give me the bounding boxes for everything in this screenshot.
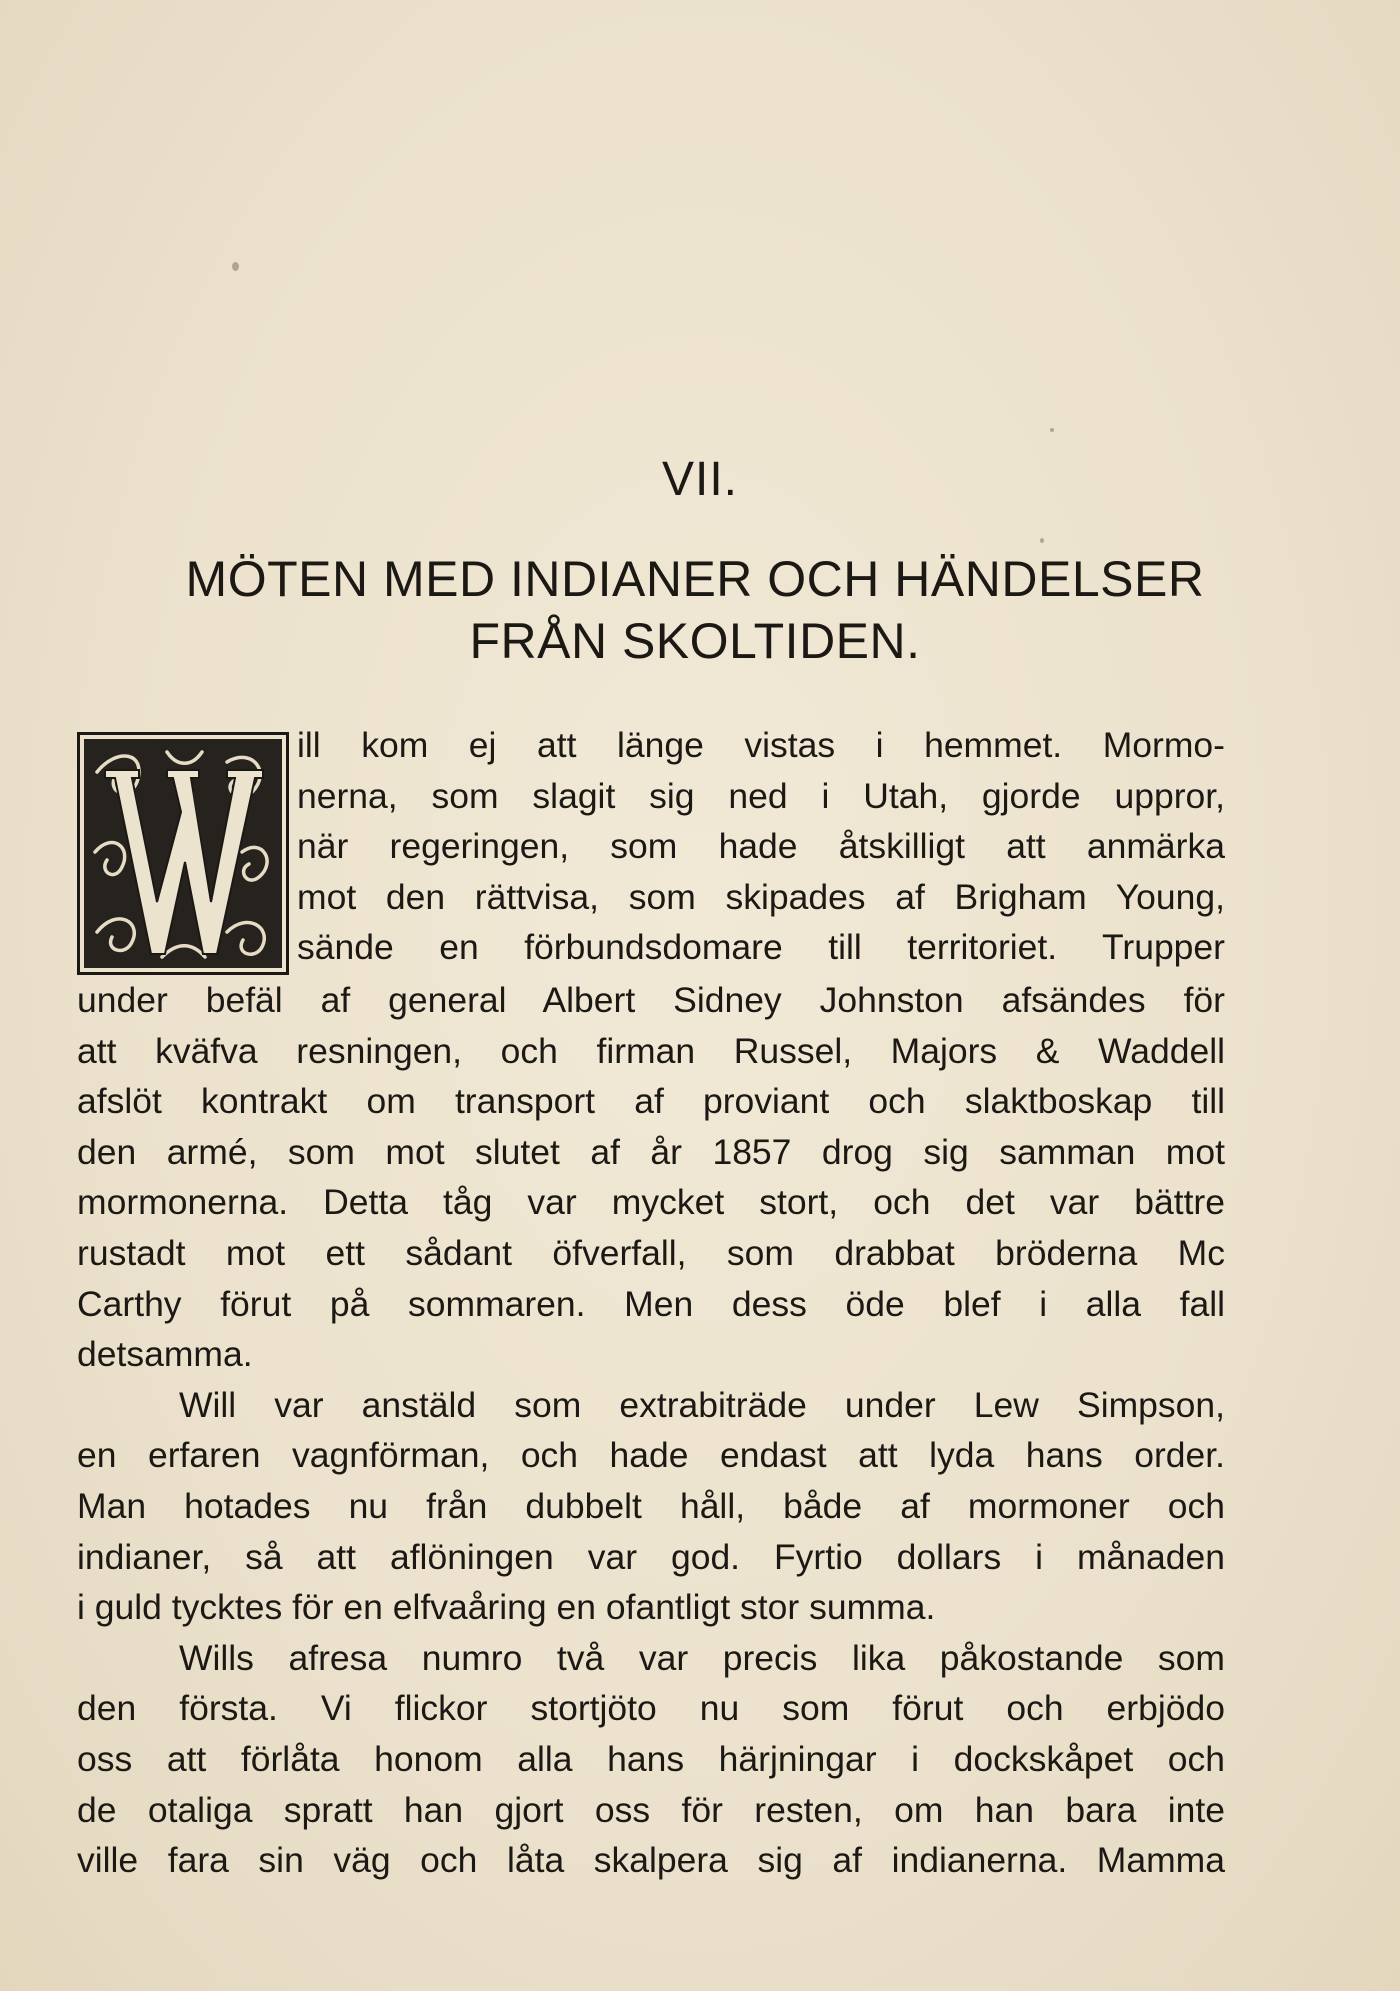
chapter-number: VII. (661, 453, 739, 506)
text-line: oss att förlåta honom alla hans härjningar i dockskåpet och (77, 1738, 1225, 1779)
text-line: rustadt mot ett sådant öfverfall, som drabbat bröderna Mc (77, 1232, 1225, 1273)
chapter-title (80, 548, 1310, 672)
text-line: ill kom ej att länge vistas i hemmet. Mormo- (297, 725, 1225, 765)
text-line: Wills afresa numro två var precis lika påkostande som (179, 1637, 1225, 1678)
text-line: den första. Vi flickor stortjöto nu som förut och erbjödo (77, 1688, 1225, 1729)
text-line: den armé, som mot slutet af år 1857 drog sig samman mot (77, 1131, 1225, 1172)
chapter-title-line: MÖTEN MED INDIANER OCH HÄNDELSER (185, 551, 1205, 607)
text-line: nerna, som slagit sig ned i Utah, gjorde uppror, (297, 775, 1225, 816)
text-line: sände en förbundsdomare till territoriet. Trupper (297, 927, 1225, 968)
text-line: Will var anstäld som extrabiträde under Lew Simpson, (179, 1384, 1225, 1425)
text-line: Carthy förut på sommaren. Men dess öde blef i alla fall (77, 1283, 1225, 1324)
text-line: mormonerna. Detta tåg var mycket stort, och det var bättre (77, 1182, 1225, 1223)
text-line: när regeringen, som hade åtskilligt att anmärka (297, 826, 1225, 867)
text-line: indianer, så att aflöningen var god. Fyrtio dollars i månaden (77, 1536, 1225, 1577)
chapter-title-line: FRÅN SKOLTIDEN. (469, 613, 921, 669)
text-line: mot den rättvisa, som skipades af Brigham Young, (297, 876, 1225, 917)
text-line: detsamma. (77, 1334, 253, 1375)
text-line: Man hotades nu från dubbelt håll, både af mormoner och (77, 1485, 1225, 1526)
text-line: de otaliga spratt han gjort oss för resten, om han bara inte (77, 1789, 1225, 1830)
paper-speck (232, 262, 239, 271)
text-line: under befäl af general Albert Sidney Johnston afsändes för (77, 980, 1225, 1020)
body-text (77, 720, 1225, 1886)
paper-speck (1040, 538, 1044, 543)
paragraph (77, 1380, 1225, 1633)
text-line: en erfaren vagnförman, och hade endast att lyda hans order. (77, 1435, 1225, 1476)
paper-speck (1050, 428, 1054, 432)
paragraph (77, 1633, 1225, 1886)
text-line: afslöt kontrakt om transport af proviant och slaktboskap till (77, 1081, 1225, 1122)
text-line: i guld tycktes för en elfvaåring en ofantligt stor summa. (77, 1587, 936, 1628)
text-line: ville fara sin väg och låta skalpera sig af indianerna. Mamma (77, 1840, 1225, 1881)
text-line: att kväfva resningen, och firman Russel, Majors & Waddell (77, 1030, 1225, 1071)
ornamental-initial-w-icon (77, 732, 289, 975)
